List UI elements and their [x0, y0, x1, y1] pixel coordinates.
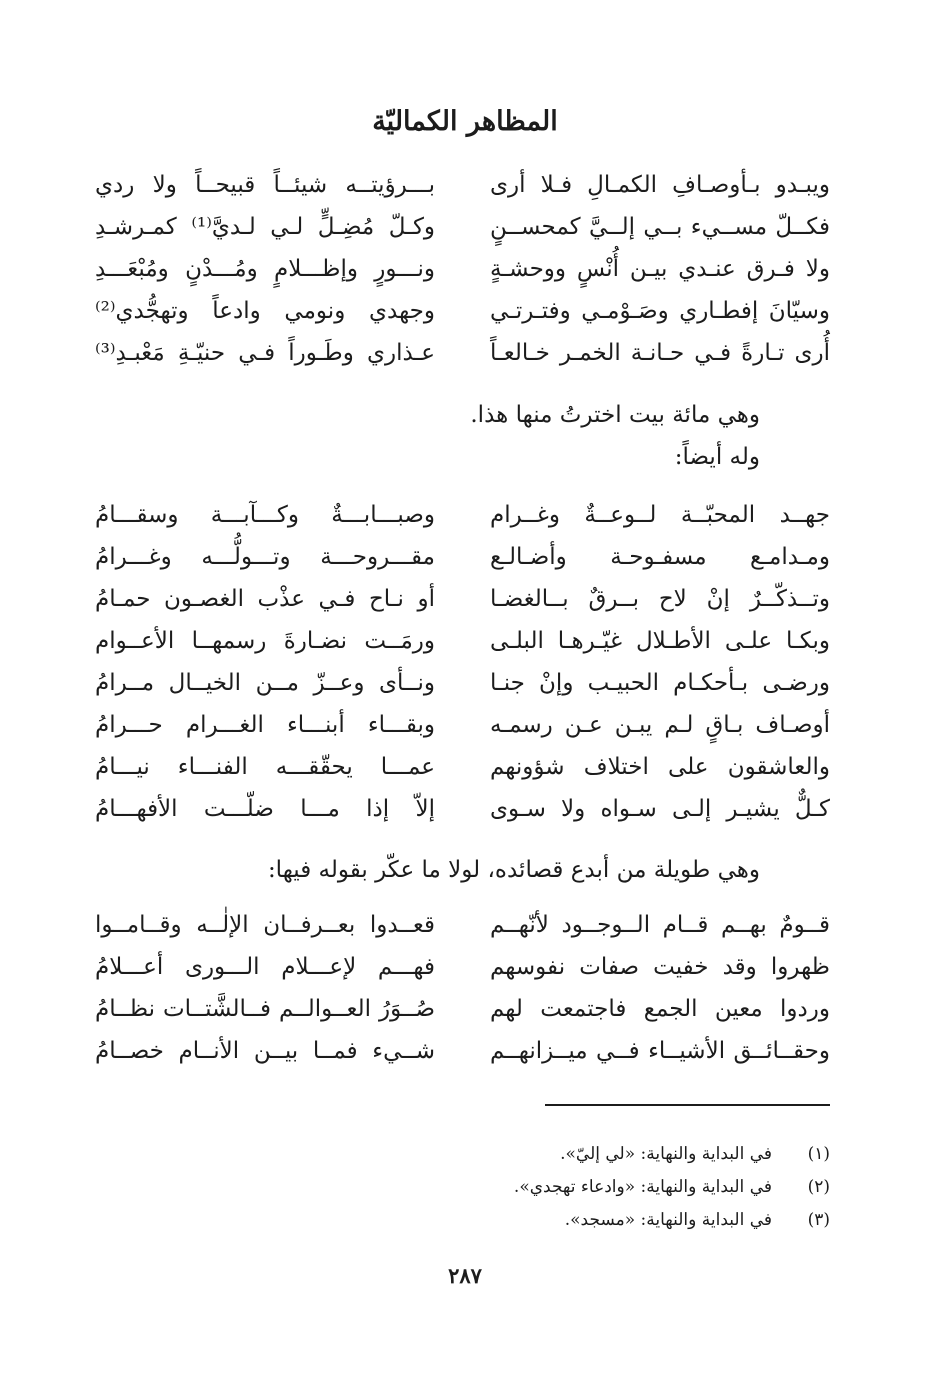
prose-line: وله أيضاً:	[674, 444, 760, 470]
footnote	[95, 1138, 830, 1171]
verse-line	[95, 248, 830, 290]
verse-first-hemistich: وسيّانَ إفطـاري وصَـوْمـي وفتـرتـي	[490, 298, 830, 324]
verse-first-hemistich: أوصـاف بـاقٍ لـم يبـن عـن رسمـه	[490, 712, 830, 738]
verse-first-hemistich: فكــلّ مســيء بــي إلــيَّ كمحســنٍ	[490, 214, 830, 240]
page-header-title: المظاهر الكماليّة	[372, 106, 558, 137]
verse-second-hemistich: أو نـاح فـي عذْب الغصـون حمـامُ	[95, 586, 435, 612]
footnote-text: في البداية والنهاية: «لي إليّ».	[560, 1144, 772, 1164]
verse-first-hemistich: قــومٌ بهــم قــام الــوجــود لأنّهــم	[490, 912, 830, 938]
verse-line	[95, 290, 830, 332]
verse-second-hemistich: فهـــم لإعـــلام الـــورى أعـــلامُ	[95, 954, 435, 980]
verse-second-hemistich: وكـلّ مُضِـلٍّ لـي لـديَّ⁽¹⁾ كمـرشـدِ	[95, 214, 435, 240]
verse-line	[95, 746, 830, 788]
verse-first-hemistich: جهــد المحبّــة لــوعــةٌ وغــرام	[490, 502, 830, 528]
page-number: ٢٨٧	[448, 1263, 482, 1288]
verse-first-hemistich: ويبـدو بـأوصـافِ الكمـالِ فـلا أرى	[490, 172, 830, 198]
footnote	[95, 1171, 830, 1204]
verse-second-hemistich: وجهدي ونومي وادعاً وتهجُّدي⁽²⁾	[95, 298, 435, 324]
verse-line	[95, 494, 830, 536]
verse-line	[95, 164, 830, 206]
footnote	[95, 1204, 830, 1237]
verse-first-hemistich: وردوا معين الجمع فاجتمعت لهم	[490, 996, 830, 1022]
verse-first-hemistich: والعاشقون على اختلاف شؤونهم	[490, 754, 830, 780]
verse-line	[95, 620, 830, 662]
footnote-text: في البداية والنهاية: «وادعاء تهجدي».	[513, 1177, 772, 1197]
footnote-divider	[545, 1104, 830, 1106]
verse-second-hemistich: عـذاري وطَـوراً فـي حنيّـةِ مَعْبـدِ⁽³⁾	[95, 340, 435, 366]
verse-first-hemistich: وحقــائــق الأشيــاء فــي ميــزانهــم	[490, 1038, 830, 1064]
verse-first-hemistich: ورضـى بـأحكـام الحبيـب وإنْ جنـا	[490, 670, 830, 696]
verse-line	[95, 206, 830, 248]
verse-line	[95, 536, 830, 578]
prose-block-1	[95, 394, 830, 478]
verse-line	[95, 988, 830, 1030]
footnotes	[95, 1138, 830, 1237]
footnote-number: (٣)	[807, 1210, 830, 1230]
prose-line: وهي طويلة من أبدع قصائده، لولا ما عكّر بقوله فيها:	[267, 857, 760, 883]
prose-line: وهي مائة بيت اخترتُ منها هذا.	[470, 402, 760, 428]
footnote-text: في البداية والنهاية: «مسجد».	[564, 1210, 772, 1230]
poem-block-3	[95, 904, 830, 1072]
verse-second-hemistich: ونـــورٍ وإظـــلامٍ ومُـــدْنٍ ومُبْعَـــدِ	[95, 256, 435, 282]
footnote-number: (١)	[807, 1144, 830, 1164]
verse-second-hemistich: ونــأى وعــزّ مــن الخيــال مــرامُ	[95, 670, 435, 696]
verse-first-hemistich: وتــذكّــرٌ إنْ لاح بــرقٌ بــالغضـا	[490, 586, 830, 612]
verse-second-hemistich: بـــرؤيتــه شيئــاً قبيحــاً ولا ردي	[95, 172, 435, 198]
verse-second-hemistich: وصبـــابـــةٌ وكـــآبـــة وسقـــامُ	[95, 502, 435, 528]
poem-block-2	[95, 494, 830, 830]
verse-line	[95, 1030, 830, 1072]
prose-block-2	[95, 849, 830, 891]
verse-second-hemistich: إلاّ إذا مـــا ضلّـــت الأفهـــامُ	[95, 796, 435, 822]
verse-first-hemistich: أُرى تـارةً فـي حـانـة الخمـر خـالعـاً	[490, 340, 830, 366]
verse-first-hemistich: كـلٌّ يشيـر إلـى سـواه ولا سـوى	[490, 796, 830, 822]
verse-line	[95, 704, 830, 746]
verse-second-hemistich: شــيء فمــا بيــن الأنــام خصــامُ	[95, 1038, 435, 1064]
footnote-number: (٢)	[807, 1177, 830, 1197]
verse-line	[95, 904, 830, 946]
verse-second-hemistich: ورمَــت نضـارةَ رسمهــا الأعــوام	[95, 628, 435, 654]
verse-line	[95, 788, 830, 830]
verse-second-hemistich: عمـــا يحقّقـــه الفنـــاء نيـــامُ	[95, 754, 435, 780]
verse-second-hemistich: قعــدوا بعــرفــان الإلٰــه وقــامــوا	[95, 912, 435, 938]
verse-line	[95, 332, 830, 374]
verse-first-hemistich: ومـدامـع مسفـوحـة وأضـالـع	[490, 544, 830, 570]
verse-first-hemistich: وبكـا علـى الأطـلال غيّـرهـا البلـى	[490, 628, 830, 654]
verse-line	[95, 946, 830, 988]
verse-line	[95, 662, 830, 704]
poem-block-1	[95, 164, 830, 374]
verse-first-hemistich: ظهروا وقد خفيت صفات نفوسهم	[490, 954, 830, 980]
verse-line	[95, 578, 830, 620]
verse-second-hemistich: وبقـــاء أبنـــاء الغـــرام حـــرامُ	[95, 712, 435, 738]
verse-first-hemistich: ولا فـرق عنـدي بيـن أُنْسٍ ووحشـةٍ	[490, 256, 830, 282]
verse-second-hemistich: مقـــروحـــة وتـــولُّـــه وغـــرامُ	[95, 544, 435, 570]
verse-second-hemistich: صُــوَرُ العــوالــم فــالشَّتــات نظــامُ	[95, 996, 435, 1022]
